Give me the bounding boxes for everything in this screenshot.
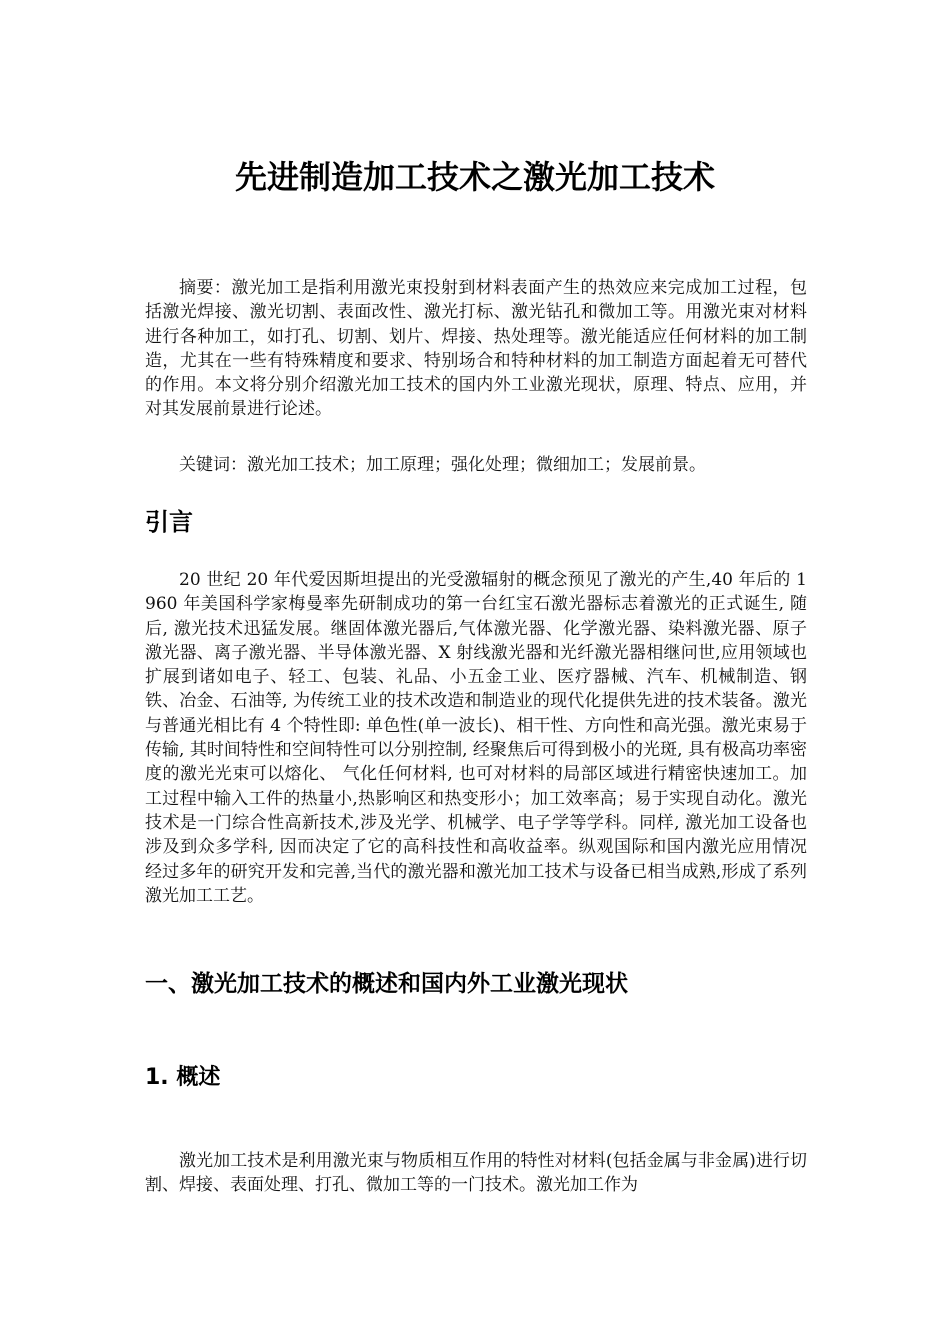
document-title: 先进制造加工技术之激光加工技术	[234, 158, 715, 196]
intro-paragraph: 20 世纪 20 年代爱因斯坦提出的光受激辐射的概念预见了激光的产生,40 年后的 1960 年美国科学家梅曼率先研制成功的第一台红宝石激光器标志着激光的正式诞生, 随后, 激光技术迅猛发展。继固体激光器后,气体激光器、化学激光器、染料激光器、原子激光器、离子激光器、半导体激光器、X 射线激光器和光纤激光器相继问世,应用领域也扩展到诸如电子、轻工、包装、礼品、小五金工业、医疗器械、汽车、机械制造、钢铁、冶金、石油等, 为传统工业的技术改造和制造业的现代化提供先进的技术装备。激光与普通光相比有 4 个特性即: 单色性(单一波长)、相干性、方向性和高光强。激光束易于传输, 其时间特性和空间特性可以分别控制, 经聚焦后可得到极小的光斑, 具有极高功率密度的激光光束可以熔化、 气化任何材料, 也可对材料的局部区域进行精密快速加工。加工过程中输入工件的热量小,热影响区和热变形小；加工效率高；易于实现自动化。激光技术是一门综合性高新技术,涉及光学、机械学、电子学等学科。同样, 激光加工设备也涉及到众多学科, 因而决定了它的高科技性和高收益率。纵观国际和国内激光应用情况 经过多年的研究开发和完善,当代的激光器和激光加工技术与设备已相当成熟,形成了系列激光加工工艺。	[145, 570, 807, 906]
intro-heading: 引言	[145, 508, 193, 536]
overview-paragraph: 激光加工技术是利用激光束与物质相互作用的特性对材料(包括金属与非金属)进行切割、焊接、表面处理、打孔、微加工等的一门技术。激光加工作为	[145, 1151, 807, 1196]
abstract-paragraph: 摘要：激光加工是指利用激光束投射到材料表面产生的热效应来完成加工过程，包括激光焊接、激光切割、表面改性、激光打标、激光钻孔和微加工等。用激光束对材料进行各种加工，如打孔、切割、划片、焊接、热处理等。激光能适应任何材料的加工制造，尤其在一些有特殊精度和要求、特别场合和特种材料的加工制造方面起着无可替代的作用。本文将分别介绍激光加工技术的国内外工业激光现状，原理、特点、应用，并对其发展前景进行论述。	[145, 278, 807, 420]
keywords-paragraph: 关键词：激光加工技术；加工原理；强化处理；微细加工；发展前景。	[179, 455, 706, 475]
overview-heading: 1. 概述	[145, 1065, 221, 1090]
section1-heading: 一、激光加工技术的概述和国内外工业激光现状	[145, 971, 628, 997]
